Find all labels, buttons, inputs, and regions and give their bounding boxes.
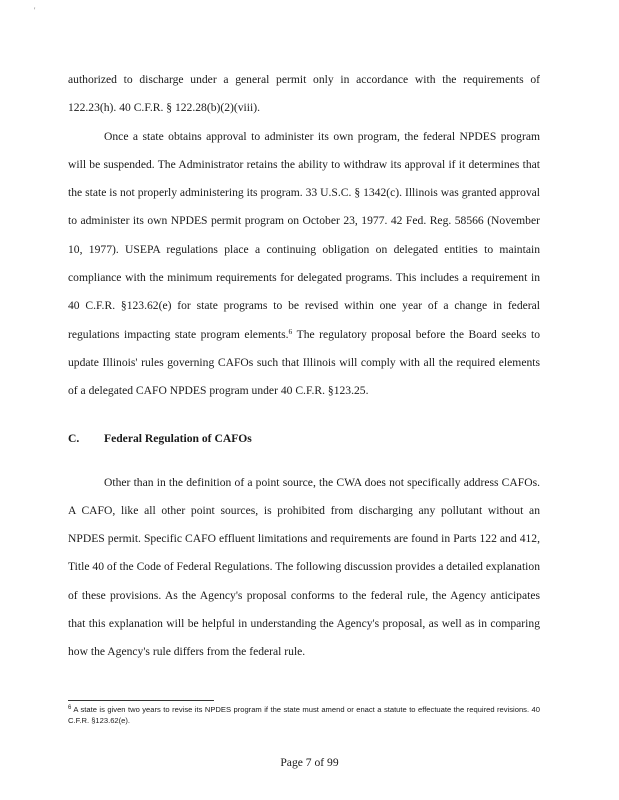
- footnote-marker: 6: [68, 705, 72, 711]
- paragraph-state-approval: [68, 123, 540, 406]
- footnote-reference[interactable]: 6: [288, 326, 293, 336]
- footnote-text: A state is given two years to revise its NPDES program if the state must amend or enact a statute to effectuate the required revisions. 40 C.F.R. §123.62(e).: [68, 705, 540, 725]
- section-heading: [68, 429, 540, 449]
- body-text: [68, 66, 540, 406]
- paragraph-state-approval-text: Once a state obtains approval to administer its own program, the federal NPDES program will be suspended. The Administrator retains the ability to withdraw its approval if it determines that the state is not properly administering its program. 33 U.S.C. § 1342(c). Illinois was granted approval to administer its own NPDES permit program on October 23, 1977. 42 Fed. Reg. 58566 (November 10, 1977). USEPA regulations place a continuing obligation on delegated entities to maintain compliance with the minimum requirements for delegated programs. This includes a requirement in 40 C.F.R. §123.62(e) for state programs to be revised within one year of a change in federal regulations impacting state program elements.: [68, 129, 540, 341]
- footnote: [68, 704, 540, 726]
- footnote-divider: [68, 700, 214, 701]
- page-number: Page 7 of 99: [280, 756, 339, 769]
- paragraph-cafo-regulation: Other than in the definition of a point source, the CWA does not specifically address CAFOs. A CAFO, like all other point sources, is prohibited from discharging any pollutant without an NPDES permit. Specific CAFO effluent limitations and requirements are found in Parts 122 and 412, Title 40 of the Code of Federal Regulations. The following discussion provides a detailed explanation of these provisions. As the Agency's proposal conforms to the federal rule, the Agency anticipates that this explanation will be helpful in understanding the Agency's proposal, as well as in comparing how the Agency's rule differs from the federal rule.: [68, 475, 540, 659]
- section-body-text: [68, 457, 540, 678]
- paragraph-continuation: authorized to discharge under a general permit only in accordance with the requirements of 122.23(h). 40 C.F.R. § 122.28(b)(2)(viii).: [68, 73, 540, 115]
- scan-mark: ': [34, 6, 36, 15]
- section-letter: C.: [68, 432, 80, 445]
- section-title: Federal Regulation of CAFOs: [104, 432, 252, 445]
- paragraph-state-approval-text-2: The regulatory proposal before the Board seeks to update Illinois' rules governing CAFOs such that Illinois will comply with all the required elements of a delegated CAFO NPDES program under 40 C.F.R. §123.25.: [68, 327, 540, 398]
